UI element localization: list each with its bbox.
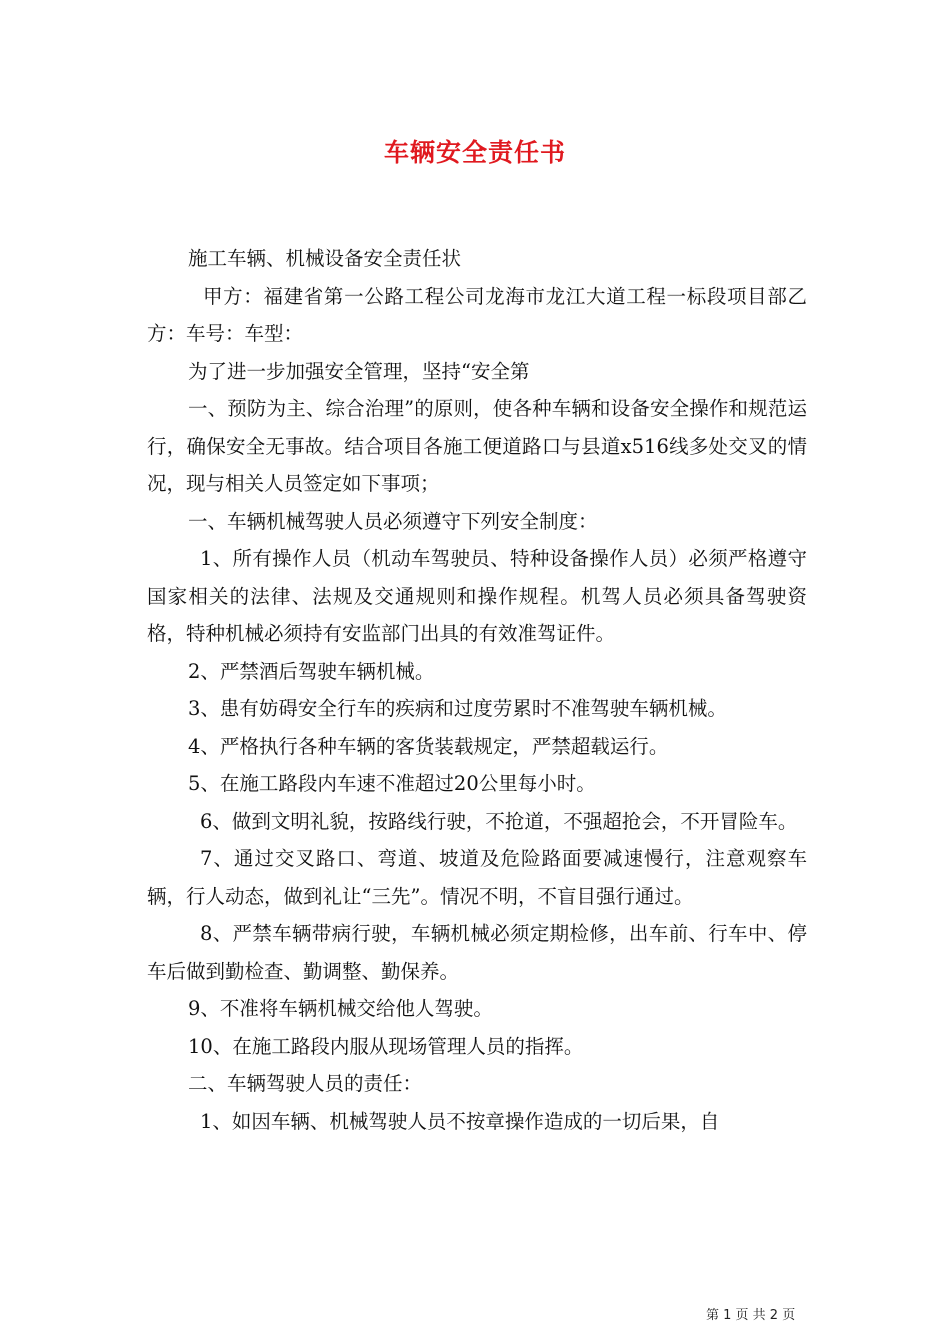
- rule-item-4: 4、严格执行各种车辆的客货装载规定，严禁超载运行。: [188, 734, 669, 758]
- paragraph-principle: 一、预防为主、综合治理”的原则，使各种车辆和设备安全操作和规范运行，确保安全无事故。结合项目各施工便道路口与县道x516线多处交叉的情况，现与相关人员签定如下事项；: [147, 397, 807, 495]
- section-heading-2: 二、车辆驾驶人员的责任：: [188, 1072, 423, 1095]
- section-heading-1: 一、车辆机械驾驶人员必须遵守下列安全制度：: [188, 509, 598, 533]
- paragraph-intro: 为了进一步加强安全管理，坚持“安全第: [188, 359, 530, 383]
- rule-item-6: 6、做到文明礼貌，按路线行驶，不抢道，不强超抢会，不开冒险车。: [200, 809, 798, 833]
- paragraph-subtitle: 施工车辆、机械设备安全责任状: [188, 247, 462, 270]
- rule-item-8: 8、严禁车辆带病行驶，车辆机械必须定期检修，出车前、行车中、停车后做到勤检查、勤调整、勤保养。: [147, 922, 807, 983]
- rule-item-5: 5、在施工路段内车速不准超过20公里每小时。: [188, 772, 596, 795]
- responsibility-item-1: 1、如因车辆、机械驾驶人员不按章操作造成的一切后果，自: [200, 1109, 720, 1133]
- document-title: 车辆安全责任书: [383, 138, 566, 167]
- page-number: 第 1 页 共 2 页: [706, 1308, 796, 1323]
- rule-item-10: 10、在施工路段内服从现场管理人员的指挥。: [188, 1034, 584, 1058]
- rule-item-9: 9、不准将车辆机械交给他人驾驶。: [188, 997, 493, 1020]
- document-body: [147, 240, 807, 1140]
- rule-item-2: 2、严禁酒后驾驶车辆机械。: [188, 659, 435, 683]
- rule-item-3: 3、患有妨碍安全行车的疾病和过度劳累时不准驾驶车辆机械。: [188, 697, 727, 720]
- rule-item-7: 7、通过交叉路口、弯道、坡道及危险路面要减速慢行，注意观察车辆，行人动态，做到礼让“三先”。情况不明，不盲目强行通过。: [147, 847, 807, 908]
- rule-item-1: 1、所有操作人员（机动车驾驶员、特种设备操作人员）必须严格遵守国家相关的法律、法规及交通规则和操作规程。机驾人员必须具备驾驶资格，特种机械必须持有安监部门出具的有效准驾证件。: [147, 547, 807, 645]
- paragraph-parties: 甲方：福建省第一公路工程公司龙海市龙江大道工程一标段项目部乙方：车号：车型：: [147, 284, 807, 345]
